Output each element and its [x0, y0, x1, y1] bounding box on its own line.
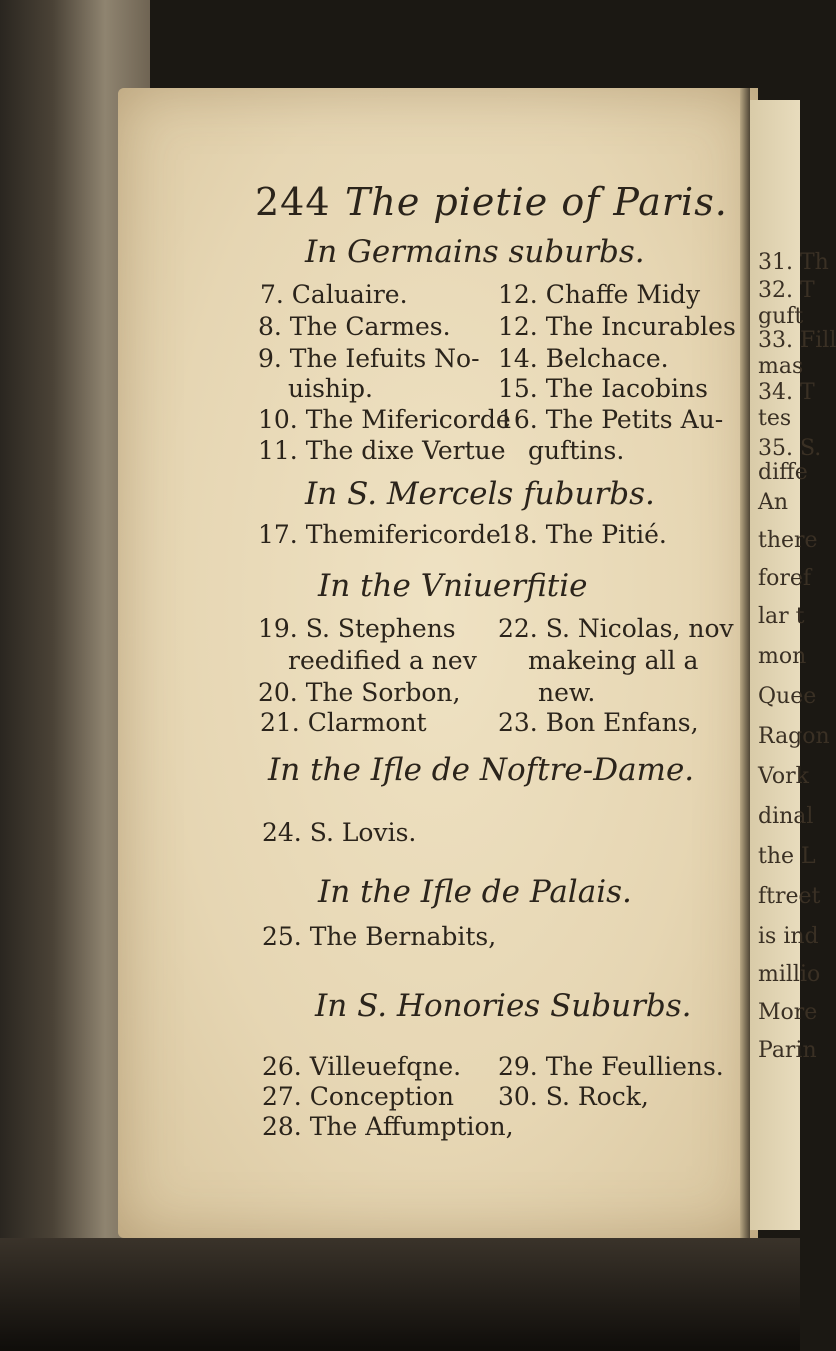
facing-fragment: 33. Fill [758, 328, 836, 353]
running-title: The pietie of Paris. [345, 180, 728, 224]
facing-fragment: An [758, 490, 789, 515]
facing-page-edge [750, 100, 836, 1230]
facing-fragment: dinal [758, 804, 814, 829]
entry: new. [538, 678, 596, 707]
section-heading: In Germains suburbs. [305, 234, 645, 270]
facing-fragment: lar t [758, 604, 805, 629]
section-heading: In S. Mercels fuburbs. [305, 476, 655, 512]
facing-fragment: mon [758, 644, 807, 669]
facing-fragment: millio [758, 962, 821, 987]
entry: 16. The Petits Au- [498, 405, 724, 434]
facing-fragment: 34. T [758, 380, 815, 405]
entry: 24. S. Lovis. [262, 818, 417, 847]
entry: makeing all a [528, 646, 699, 675]
facing-fragment: ftreet [758, 884, 821, 909]
facing-fragment: Ragon [758, 724, 830, 749]
facing-fragment: More [758, 1000, 818, 1025]
section-heading: In the Vniuerfitie [318, 568, 588, 604]
entry: guftins. [528, 436, 625, 465]
facing-fragment: there [758, 528, 818, 553]
entry: uiship. [288, 374, 373, 403]
entry: 22. S. Nicolas, nov [498, 614, 734, 643]
facing-fragment: mas [758, 354, 804, 379]
entry: 9. The Iefuits No- [258, 344, 480, 373]
entry: 26. Villeuefqne. [262, 1052, 462, 1081]
facing-fragment: Parin [758, 1038, 817, 1063]
entry: 21. Clarmont [260, 708, 427, 737]
entry: 25. The Bernabits, [262, 922, 497, 951]
entry: 28. The Affumption, [262, 1112, 514, 1141]
entry: 8. The Carmes. [258, 312, 451, 341]
facing-fragment: foref [758, 566, 812, 591]
entry: 23. Bon Enfans, [498, 708, 699, 737]
facing-fragment: Quee [758, 684, 817, 709]
facing-fragment: Vork [758, 764, 809, 789]
entry: 29. The Feulliens. [498, 1052, 724, 1081]
page-number: 244 [255, 180, 331, 224]
facing-fragment: the L [758, 844, 816, 869]
section-heading: In the Ifle de Noftre-Dame. [268, 752, 695, 788]
entry: reedified a nev [288, 646, 477, 675]
entry: 17. Themifericorde [258, 520, 501, 549]
book-gutter [740, 88, 750, 1238]
scanner-bed [0, 1238, 800, 1351]
facing-fragment: 31. Th [758, 250, 829, 275]
entry: 20. The Sorbon, [258, 678, 461, 707]
entry: 12. Chaffe Midy [498, 280, 701, 309]
entry: 27. Conception [262, 1082, 454, 1111]
entry: 10. The Mifericorde [258, 405, 511, 434]
facing-fragment: guft [758, 304, 804, 329]
entry: 14. Belchace. [498, 344, 669, 373]
entry: 18. The Pitié. [498, 520, 667, 549]
entry: 19. S. Stephens [258, 614, 456, 643]
entry: 15. The Iacobins [498, 374, 708, 403]
facing-fragment: diffe [758, 460, 808, 485]
section-heading: In the Ifle de Palais. [318, 874, 632, 910]
facing-fragment: 35. S. [758, 436, 822, 461]
entry: 30. S. Rock, [498, 1082, 649, 1111]
facing-fragment: is ind [758, 924, 819, 949]
entry: 11. The dixe Vertue [258, 436, 506, 465]
section-heading: In S. Honories Suburbs. [315, 988, 692, 1024]
entry: 7. Caluaire. [260, 280, 408, 309]
facing-fragment: tes [758, 406, 792, 431]
facing-fragment: 32. T [758, 278, 815, 303]
entry: 12. The Incurables [498, 312, 736, 341]
